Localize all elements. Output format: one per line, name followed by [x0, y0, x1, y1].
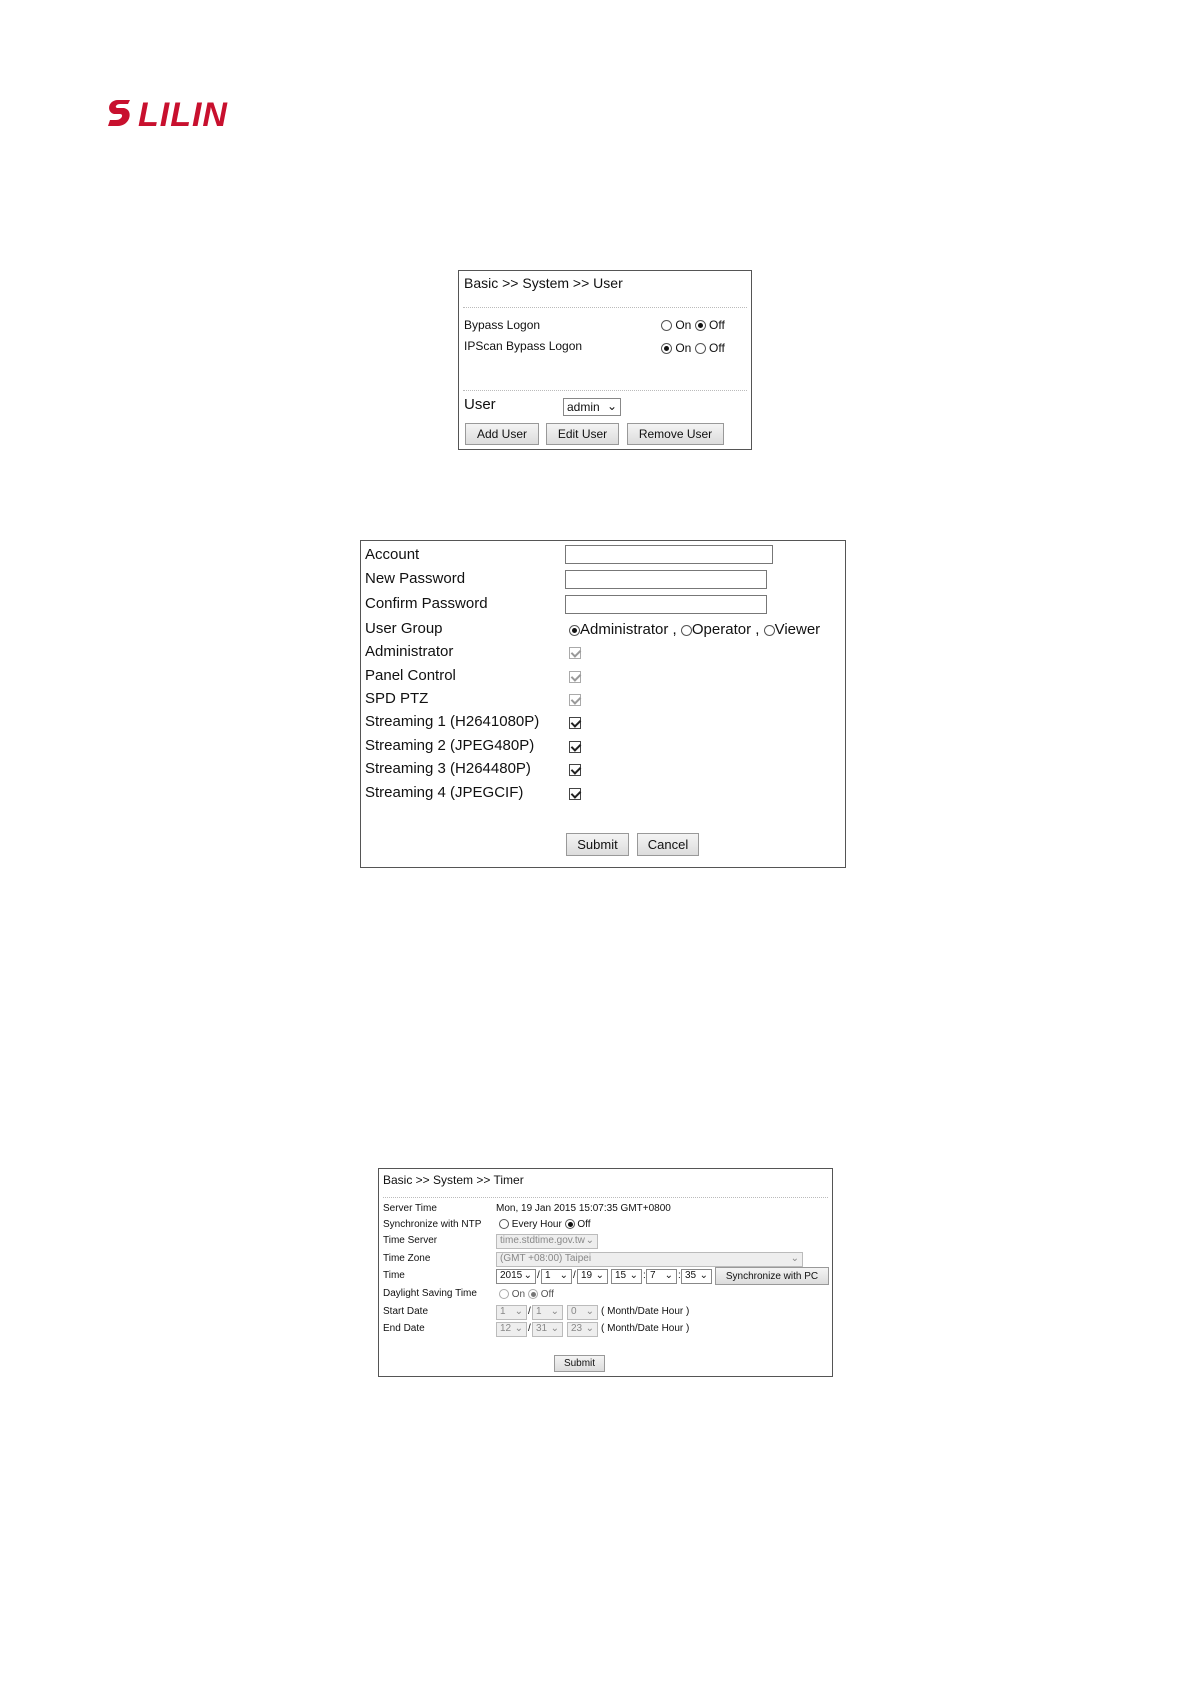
ntp-every-hour-radio[interactable] — [499, 1219, 509, 1229]
time-zone-select[interactable]: (GMT +08:00) Taipei ⌄ — [496, 1252, 803, 1267]
chevron-down-icon: ⌄ — [585, 1323, 594, 1334]
perm-label-streaming-1: Streaming 1 (H2641080P) — [365, 713, 540, 730]
ipscan-bypass-radios — [661, 341, 725, 355]
account-input[interactable] — [565, 545, 773, 564]
group-administrator-radio[interactable] — [569, 625, 580, 636]
perm-label-spd-ptz: SPD PTZ — [365, 690, 429, 707]
bypass-logon-off-label: Off — [709, 318, 725, 332]
start-day-select[interactable]: 1 ⌄ — [532, 1305, 563, 1320]
time-server-select[interactable]: time.stdtime.gov.tw ⌄ — [496, 1234, 598, 1249]
chevron-down-icon: ⌄ — [523, 1270, 532, 1281]
ipscan-bypass-label: IPScan Bypass Logon — [464, 339, 583, 353]
dst-on-radio[interactable] — [499, 1289, 509, 1299]
end-date-label: End Date — [383, 1323, 425, 1334]
chevron-down-icon: ⌄ — [629, 1270, 638, 1281]
chevron-down-icon: ⌄ — [664, 1270, 673, 1281]
perm-checkbox-streaming-1[interactable] — [569, 717, 581, 729]
cancel-button[interactable]: Cancel — [637, 833, 699, 856]
end-hour-select[interactable]: 23 ⌄ — [567, 1322, 598, 1337]
ipscan-bypass-off-radio[interactable] — [695, 343, 706, 354]
time-year-select[interactable]: 2015 ⌄ — [496, 1269, 536, 1284]
chevron-down-icon: ⌄ — [585, 1235, 594, 1246]
start-hour-select[interactable]: 0 ⌄ — [567, 1305, 598, 1320]
perm-checkbox-administrator[interactable] — [569, 647, 581, 659]
server-time-label: Server Time — [383, 1203, 437, 1214]
submit-button[interactable]: Submit — [566, 833, 629, 856]
timer-settings-panel — [378, 1168, 833, 1377]
ipscan-bypass-off-label: Off — [709, 341, 725, 355]
new-password-label: New Password — [365, 570, 466, 587]
ipscan-bypass-on-label: On — [675, 341, 692, 355]
divider — [463, 307, 747, 308]
breadcrumb: Basic >> System >> User — [464, 275, 623, 291]
chevron-down-icon: ⌄ — [595, 1270, 604, 1281]
svg-text:LILIN: LILIN — [138, 96, 228, 132]
group-operator-label: Operator — [691, 621, 752, 638]
perm-label-panel-control: Panel Control — [365, 667, 456, 684]
date-separator: / — [537, 1270, 540, 1281]
ntp-radios — [499, 1219, 591, 1230]
group-administrator-label: Administrator — [580, 621, 669, 638]
end-day-select[interactable]: 31 ⌄ — [532, 1322, 563, 1337]
chevron-down-icon: ⌄ — [699, 1270, 708, 1281]
group-viewer-label: Viewer — [774, 621, 821, 638]
lilin-logo — [104, 92, 274, 132]
chevron-down-icon: ⌄ — [606, 399, 617, 413]
date-separator: / — [528, 1323, 531, 1334]
bypass-logon-off-radio[interactable] — [695, 320, 706, 331]
date-separator: / — [573, 1270, 576, 1281]
start-date-hint: ( Month/Date Hour ) — [601, 1306, 690, 1317]
bypass-logon-on-label: On — [675, 318, 692, 332]
chevron-down-icon: ⌄ — [514, 1323, 523, 1334]
time-separator: : — [678, 1270, 681, 1281]
dst-off-radio[interactable] — [528, 1289, 538, 1299]
group-viewer-radio[interactable] — [764, 625, 775, 636]
perm-label-streaming-3: Streaming 3 (H264480P) — [365, 760, 531, 777]
user-select[interactable]: admin ⌄ — [563, 398, 621, 416]
breadcrumb: Basic >> System >> Timer — [383, 1173, 524, 1187]
end-month-select[interactable]: 12 ⌄ — [496, 1322, 527, 1337]
add-user-button[interactable]: Add User — [465, 423, 539, 445]
user-label: User — [464, 396, 496, 413]
perm-checkbox-streaming-4[interactable] — [569, 788, 581, 800]
new-password-input[interactable] — [565, 570, 767, 589]
bypass-logon-label: Bypass Logon — [464, 318, 541, 332]
start-date-label: Start Date — [383, 1306, 429, 1317]
separator: , — [755, 621, 760, 638]
remove-user-button[interactable]: Remove User — [627, 423, 724, 445]
timer-submit-button[interactable]: Submit — [554, 1355, 605, 1372]
account-label: Account — [365, 546, 420, 563]
time-hour-select[interactable]: 15 ⌄ — [611, 1269, 642, 1284]
synchronize-with-pc-button[interactable]: Synchronize with PC — [715, 1267, 829, 1285]
user-group-radios — [569, 621, 820, 638]
time-label: Time — [383, 1270, 405, 1281]
time-second-select[interactable]: 35 ⌄ — [681, 1269, 712, 1284]
perm-checkbox-streaming-2[interactable] — [569, 741, 581, 753]
perm-checkbox-spd-ptz[interactable] — [569, 694, 581, 706]
confirm-password-label: Confirm Password — [365, 595, 488, 612]
chevron-down-icon: ⌄ — [559, 1270, 568, 1281]
bypass-logon-on-radio[interactable] — [661, 320, 672, 331]
end-date-hint: ( Month/Date Hour ) — [601, 1323, 690, 1334]
time-month-select[interactable]: 1 ⌄ — [541, 1269, 572, 1284]
perm-label-streaming-2: Streaming 2 (JPEG480P) — [365, 737, 535, 754]
separator: , — [672, 621, 677, 638]
time-zone-label: Time Zone — [383, 1253, 431, 1264]
time-minute-select[interactable]: 7 ⌄ — [646, 1269, 677, 1284]
start-month-select[interactable]: 1 ⌄ — [496, 1305, 527, 1320]
chevron-down-icon: ⌄ — [550, 1306, 559, 1317]
perm-label-administrator: Administrator — [365, 643, 454, 660]
chevron-down-icon: ⌄ — [514, 1306, 523, 1317]
dst-label: Daylight Saving Time — [383, 1288, 477, 1299]
ntp-off-label: Off — [577, 1219, 591, 1230]
chevron-down-icon: ⌄ — [550, 1323, 559, 1334]
user-settings-panel — [458, 270, 752, 450]
dst-radios — [499, 1289, 554, 1300]
dst-on-label: On — [511, 1289, 526, 1300]
bypass-logon-radios — [661, 318, 725, 332]
dst-off-label: Off — [540, 1289, 554, 1300]
perm-checkbox-panel-control[interactable] — [569, 671, 581, 683]
time-day-select[interactable]: 19 ⌄ — [577, 1269, 608, 1284]
user-group-label: User Group — [365, 620, 443, 637]
ntp-label: Synchronize with NTP — [383, 1219, 482, 1230]
edit-user-form — [360, 540, 846, 868]
group-operator-radio[interactable] — [681, 625, 692, 636]
ntp-off-radio[interactable] — [565, 1219, 575, 1229]
date-separator: / — [528, 1306, 531, 1317]
time-separator: : — [643, 1270, 646, 1281]
perm-label-streaming-4: Streaming 4 (JPEGCIF) — [365, 784, 524, 801]
ipscan-bypass-on-radio[interactable] — [661, 343, 672, 354]
divider — [463, 390, 747, 391]
chevron-down-icon: ⌄ — [585, 1306, 594, 1317]
divider — [383, 1197, 828, 1198]
server-time-value: Mon, 19 Jan 2015 15:07:35 GMT+0800 — [496, 1203, 671, 1214]
ntp-every-hour-label: Every Hour — [511, 1219, 562, 1230]
edit-user-button[interactable]: Edit User — [546, 423, 619, 445]
time-server-label: Time Server — [383, 1235, 438, 1246]
confirm-password-input[interactable] — [565, 595, 767, 614]
perm-checkbox-streaming-3[interactable] — [569, 764, 581, 776]
chevron-down-icon: ⌄ — [790, 1253, 799, 1264]
